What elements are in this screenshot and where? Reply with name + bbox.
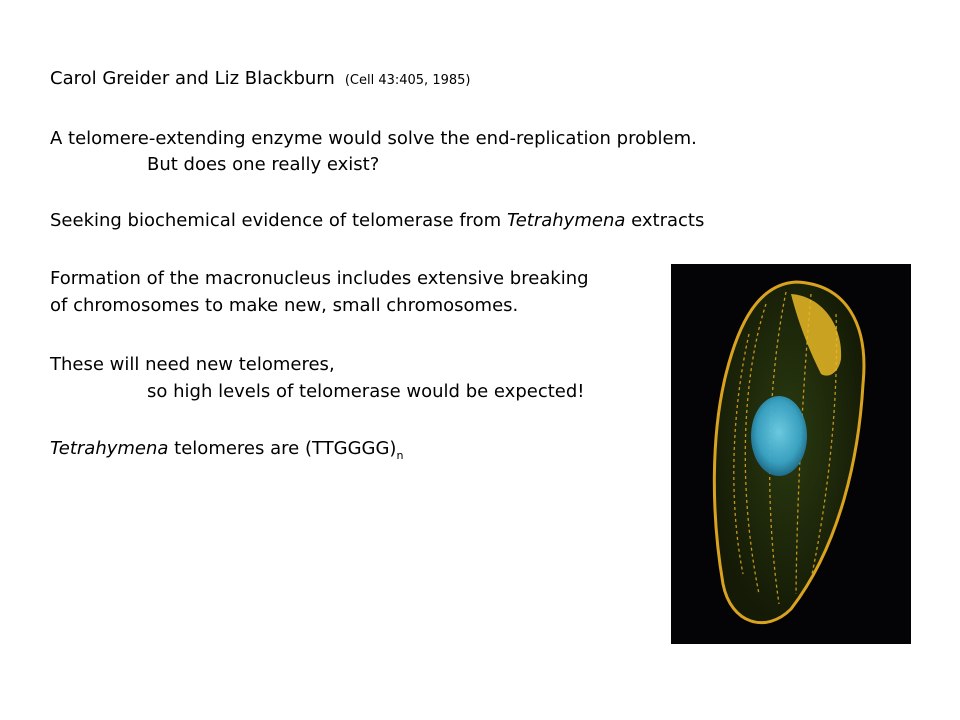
body-line-3-post: extracts [625,210,705,231]
body-line-6: These will need new telomeres, [50,354,335,375]
body-line-2: But does one really exist? [147,154,380,175]
body-line-8-text: telomeres are (TTGGGG) [168,438,397,459]
macronucleus [751,396,807,476]
body-line-3-pre: Seeking biochemical evidence of telomerase from [50,210,507,231]
body-line-4: Formation of the macronucleus includes extensive breaking [50,268,589,289]
body-line-1: A telomere-extending enzyme would solve the end-replication problem. [50,128,697,149]
body-line-8-organism: Tetrahymena [50,438,169,459]
body-line-3 [50,210,704,232]
body-line-7: so high levels of telomerase would be expected! [147,381,585,402]
slide-title: Carol Greider and Liz Blackburn [50,68,335,89]
body-line-8 [50,438,403,467]
body-line-3-organism: Tetrahymena [506,210,626,231]
body-line-8-subscript: n [396,449,404,462]
slide-title-line [50,68,470,92]
body-line-5: of chromosomes to make new, small chromosomes. [50,295,519,316]
tetrahymena-micrograph [671,264,911,644]
tetrahymena-cell-illustration [671,264,911,644]
citation: (Cell 43:405, 1985) [344,73,471,88]
